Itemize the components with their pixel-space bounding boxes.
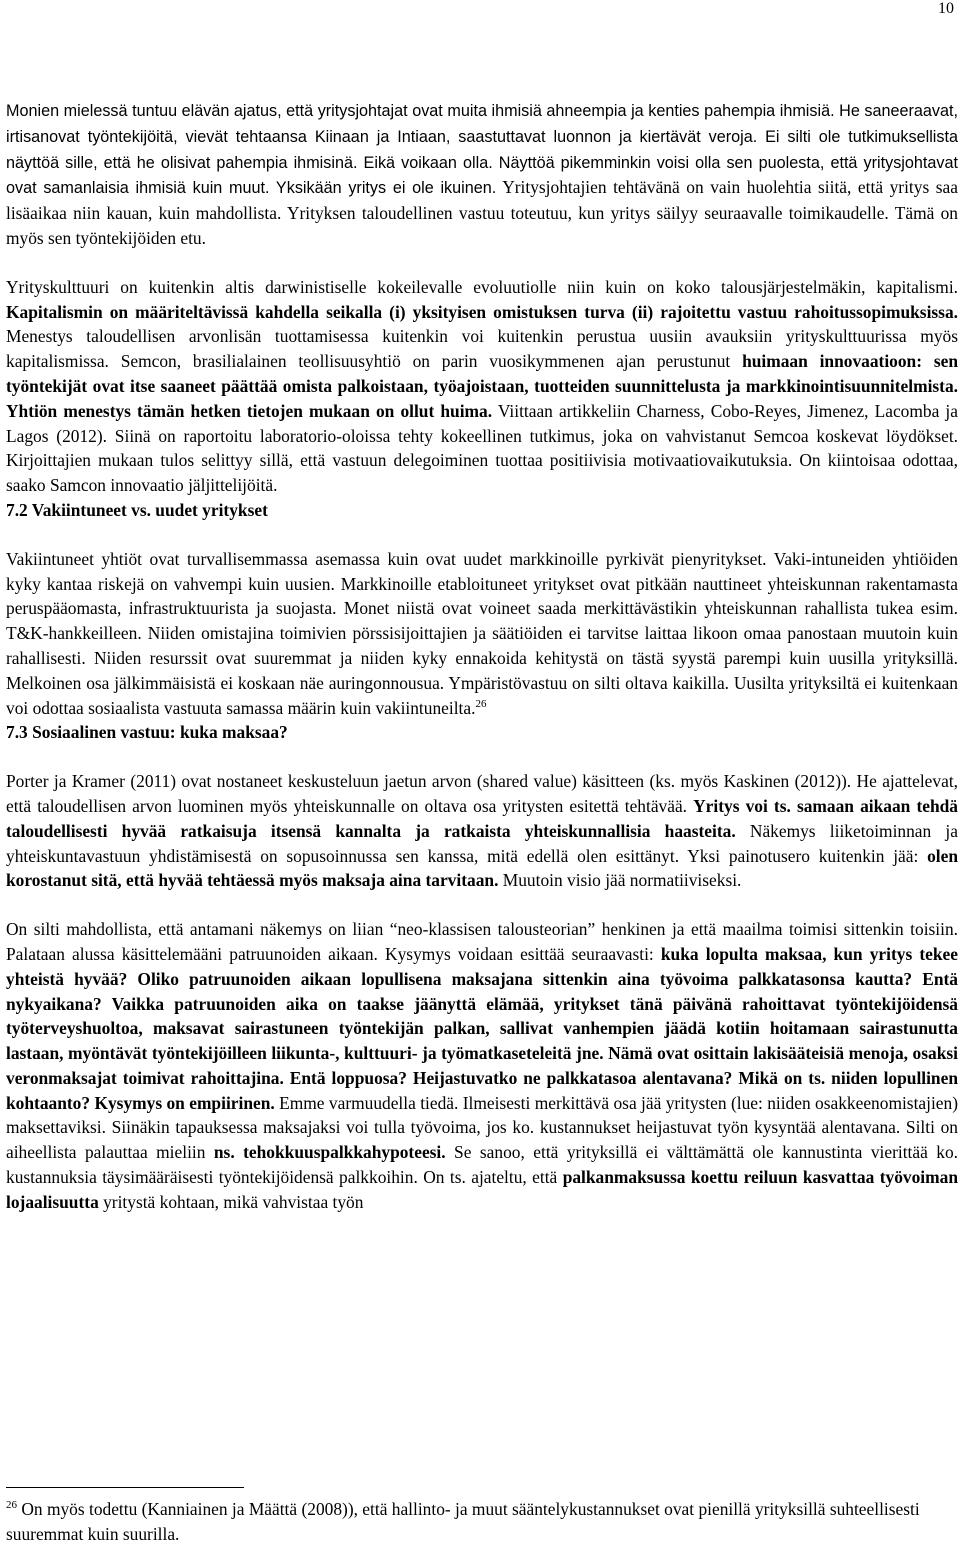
text-run: Muutoin visio jää normatiiviseksi. [498,870,742,891]
text-run: Vakiintuneet yhtiöt ovat turvallisemmassa asemassa kuin ovat uudet markkinoille pyrkivät pienyritykset. Vaki-intuneiden yhtiöiden kyky kantaa riskejä on vahvempi kuin uusien. Markkinoille etabloituneet yritykset ovat pitkään nauttineet yhteiskunnan rakentamasta peruspääomasta, infrastruktuurista ja suojasta. Monet niistä ovat voineet saada merkittävästikin yhteiskunnan rahallista tukea esim. T&K-hankkeilleen. Niiden omistajina toimivien pörssisijoittajien ja säätiöiden ei tarvitse laittaa likoon omaa panostaan muutoin kuin rahallisesti. Niiden resurssit ovat suuremmat ja niiden kyky ennakoida kehitystä on tästä syystä parempi kuin uusilla yrityksillä. Melkoinen osa jälkimmäisistä ei koskaan näe auringonnousua. Ympäristövastuu on silti oltava kaikilla. Uusilta yrityksiltä ei kuitenkaan voi odottaa sosiaalista vastuuta samassa määrin kuin vakiintuneilta. [6,548,958,718]
text-run: Porter ja Kramer (2011) ovat nostaneet keskusteluun jaetun arvon (shared value) käsitteen (ks. myös Kaskinen (2012)). He ajattelevat, että taloudellisen arvon luominen myös yhteiskunnalle on oltava osa yritysten esitettä tehtävää. [6,771,958,816]
footnote [6,1497,958,1547]
paragraph-established-companies [6,547,958,721]
bold-text: olen korostanut sitä, että hyvää tehtäessä myös maksaja aina tarvitaan. [6,845,958,891]
bold-text: ns. tehokkuuspalkkahypoteesi. [213,1142,446,1163]
text-run: Yritysjohtajien tehtävänä on vain huolehtia siitä, että yritys saa lisäaikaa niin kauan, kuin mahdollista. Yrityksen taloudellinen vastuu toteutuu, kun yritys säilyy seuraavalle toimikaudelle. Tämä on myös sen työntekijöiden etu. [6,177,958,248]
footnote-reference[interactable]: 26 [475,697,487,710]
bold-text: huimaan innovaatioon: sen työntekijät ovat itse saaneet päättää omista palkoistaan, työajoistaan, tuotteiden suunnittelusta ja markkinointisuunnitelmista. Yhtiön menestys tämän hetken tietojen mukaan on ollut huima. [6,351,958,421]
paragraph-who-pays [6,917,958,1215]
page-number: 10 [938,0,954,17]
section-heading-7-2: 7.2 Vakiintuneet vs. uudet yritykset [6,499,268,520]
paragraph-corporate-culture [6,275,958,498]
footnote-number: 26 [6,1499,17,1511]
text-run: On silti mahdollista, että antamani näkemys on liian “neo-klassisen talousteorian” henkinen ja että maailma toimisi sittenkin toisiin. Palataan alussa käsittelemääni patruunoiden aikaan. Kysymys voidaan esittää seuraavasti: [6,919,958,964]
paragraph-ceo-perception [6,98,958,251]
bold-text: Yritys voi ts. samaan aikaan tehdä taloudellisesti hyvää ratkaisuja itsensä kannalta ja ratkaista yhteiskunnallisia haasteita. [6,795,958,841]
bold-text: Kapitalismin on määriteltävissä kahdella seikalla (i) yksityisen omistuksen turva (ii) rajoitettu vastuu rahoitussopimuksissa. [6,301,958,322]
footnote-divider [6,1487,244,1488]
text-run: Viittaan artikkeliin Charness, Cobo-Reyes, Jimenez, Lacomba ja Lagos (2012). Siinä on raportoitu laboratorio-oloissa tehty kokeellinen tutkimus, joka on vahvistanut Semcoa koskevat löydökset. Kirjoittajien mukaan tulos selittyy sillä, että vastuun delegoiminen tuottaa positiivisia motivaatiovaikutuksia. On kiintoisaa odottaa, saako Samcon innovaatio jäljittelijöitä. [6,400,958,496]
text-run: Se sanoo, että yrityksillä ei välttämättä ole kannustinta vierittää ko. kustannuksia täysimääräisesti työntekijöidensä palkkoihin. On ts. ajateltu, että [6,1142,958,1188]
bold-text: palkanmaksussa koettu reiluun kasvattaa työvoiman lojaalisuutta [6,1167,958,1212]
text-run: yritystä kohtaan, mikä vahvistaa työn [98,1191,364,1212]
text-run: Näkemys liiketoiminnan ja yhteiskuntavastuun yhdistämisestä on sopusoinnussa sen kanssa, mitä edellä olen esittänyt. Yksi painotusero kuitenkin jää: [6,820,958,866]
text-run: Yrityskulttuuri on kuitenkin altis darwinistiselle kokeilevalle evoluutiolle niin kuin on koko talousjärjestelmäkin, kapitalismi. [6,276,958,297]
text-run: Monien mielessä tuntuu elävän ajatus, että yritysjohtajat ovat muita ihmisiä ahneempia ja kenties pahempia ihmisiä. He saneeraavat, irtisanovat työntekijöitä, vievät tehtaansa Kiinaan ja Intiaan, saastuttavat luonnon ja kiertävät veroja. Ei silti ole tutkimuksellista näyttöä sille, että he olisivat pahempia ihmisinä. Eikä voikaan olla. Näyttöä pikemminkin voisi olla sen puolesta, että yritysjohtavat ovat samanlaisia ihmisiä kuin muut. Yksikään yritys ei ole ikuinen. [6,102,958,198]
text-run: Emme varmuudella tiedä. Ilmeisesti merkittävä osa jää yritysten (lue: niiden osakkeenomistajien) maksettaviksi. Siinäkin tapauksessa maksajaksi voi tulla työvoima, jos ko. kustannukset heijastuvat työn kysyntää alentavana. Silti on aiheellista palauttaa mieliin [6,1092,958,1163]
text-run: Menestys taloudellisen arvonlisän tuottamisessa kuitenkin voi kuitenkin perustua uusiin avauksiin yrityskulttuurissa myös kapitalismissa. Semcon, brasilialainen teollisuusyhtiö on parin vuosikymmenen ajan perustunut [6,326,958,372]
section-heading-7-3: 7.3 Sosiaalinen vastuu: kuka maksaa? [6,722,288,743]
footnote-text: On myös todettu (Kanniainen ja Määttä (2008)), että hallinto- ja muut sääntelykustannukset ovat pienillä yrityksillä suhteellisesti suuremmat kuin suurilla. [6,1499,920,1544]
bold-text: kuka lopulta maksaa, kun yritys tekee yhteistä hyvää? Oliko patruunoiden aikaan lopullisena maksajana sittenkin aina työvoima palkkatasonsa kautta? Entä nykyaikana? Vaikka patruunoiden aika on taakse jäänyttä elämää, yritykset tänä päivänä rahoittavat työntekijöidensä työterveyshuoltoa, maksavat sairastuneen työntekijän palkan, sallivat vanhempien jäädä kotiin hoitamaan sairastunutta lastaan, myöntävät työntekijöilleen liikunta-, kulttuuri- ja työmatkaseteleitä jne. Nämä ovat osittain lakisääteisiä menoja, osaksi veronmaksajat toimivat rahoittajina. Entä loppuosa? Heijastuvatko ne palkkatasoa alentavana? Mikä on ts. niiden lopullinen kohtaanto? Kysymys on empiirinen. [6,943,958,1113]
page-body [6,98,958,1215]
paragraph-shared-value [6,769,958,893]
